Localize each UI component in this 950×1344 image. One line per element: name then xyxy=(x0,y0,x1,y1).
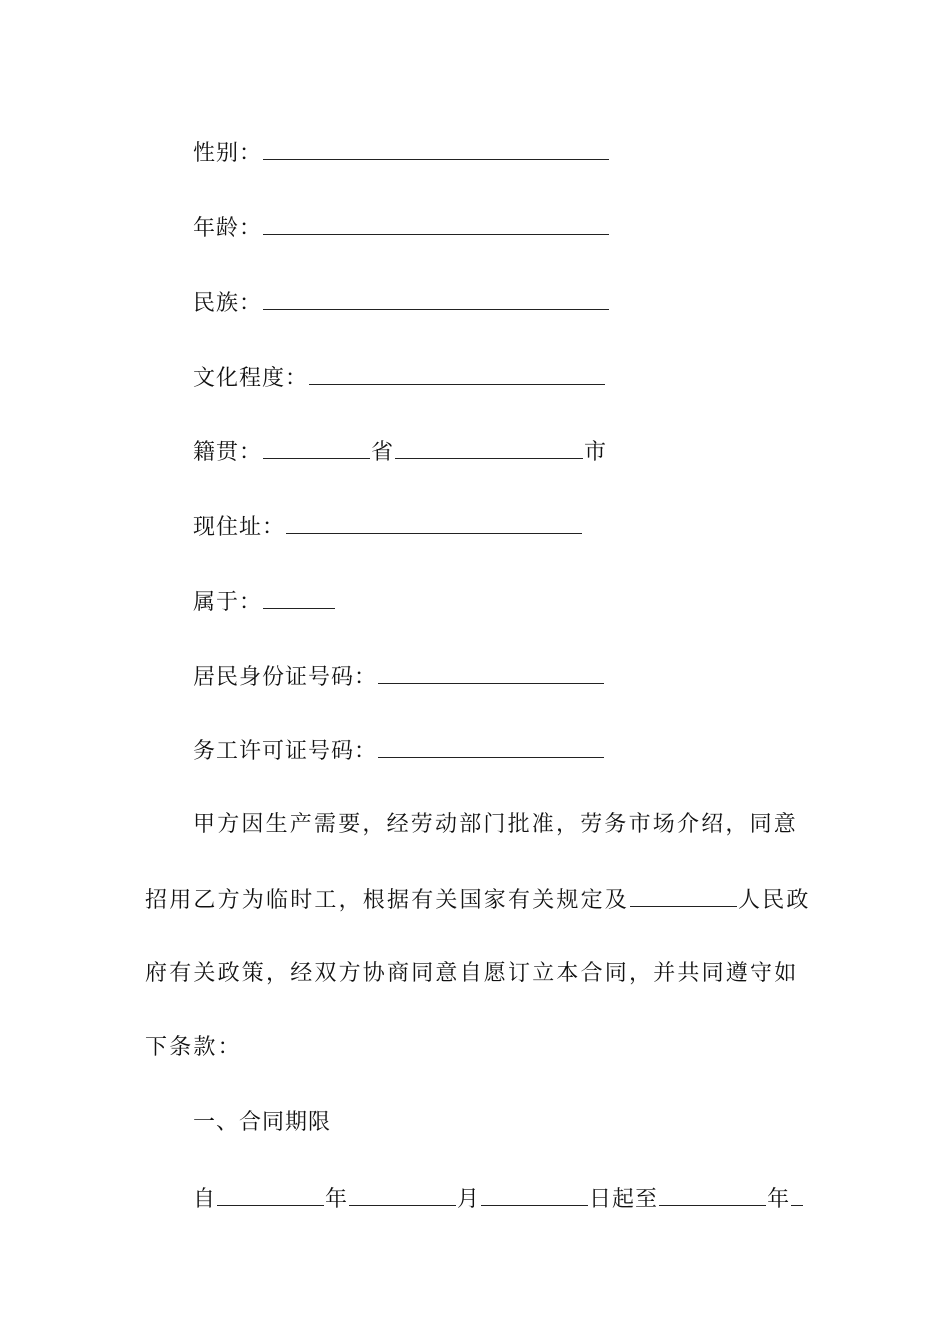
government-blank[interactable] xyxy=(630,884,737,907)
education-blank[interactable] xyxy=(309,362,605,385)
education-label: 文化程度： xyxy=(193,366,309,391)
work-permit-label: 务工许可证号码： xyxy=(193,739,378,764)
start-year-blank[interactable] xyxy=(217,1183,324,1206)
section-1-heading: 一、合同期限 xyxy=(193,1110,332,1135)
gender-label: 性别： xyxy=(193,141,263,166)
year-text: 年 xyxy=(325,1187,349,1212)
address-label: 现住址： xyxy=(193,515,286,540)
ethnicity-blank[interactable] xyxy=(263,287,609,310)
body-line-3: 府有关政策，经双方协商同意自愿订立本合同，并共同遵守如 xyxy=(145,961,799,986)
end-year-blank[interactable] xyxy=(659,1183,766,1206)
work-permit-blank[interactable] xyxy=(378,735,604,758)
education-row xyxy=(193,362,606,394)
year2-text: 年 xyxy=(767,1187,791,1212)
belongs-to-blank[interactable] xyxy=(263,586,335,609)
province-blank[interactable] xyxy=(263,436,370,459)
native-place-row xyxy=(193,436,607,468)
city-text: 市 xyxy=(584,440,608,465)
body-line-1: 甲方因生产需要，经劳动部门批准，劳务市场介绍，同意 xyxy=(193,812,799,837)
id-card-label: 居民身份证号码： xyxy=(193,665,378,690)
contract-period-row xyxy=(193,1183,804,1215)
ethnicity-label: 民族： xyxy=(193,291,263,316)
body-line-2-a: 招用乙方为临时工，根据有关国家有关规定及 xyxy=(145,888,630,913)
body-line-2-b: 人民政 xyxy=(738,888,811,913)
age-label: 年龄： xyxy=(193,216,263,241)
age-blank[interactable] xyxy=(263,212,609,235)
gender-blank[interactable] xyxy=(263,137,609,160)
start-month-blank[interactable] xyxy=(349,1183,456,1206)
gender-row xyxy=(193,137,610,169)
trailing-blank[interactable] xyxy=(791,1183,803,1206)
age-row xyxy=(193,212,610,244)
belongs-to-label: 属于： xyxy=(193,590,263,615)
id-card-blank[interactable] xyxy=(378,661,604,684)
id-card-row xyxy=(193,661,605,693)
address-blank[interactable] xyxy=(286,511,582,534)
native-place-label: 籍贯： xyxy=(193,440,263,465)
work-permit-row xyxy=(193,735,605,767)
body-line-2 xyxy=(145,884,811,916)
month-text: 月 xyxy=(457,1187,481,1212)
city-blank[interactable] xyxy=(395,436,583,459)
belongs-to-row xyxy=(193,586,336,618)
address-row xyxy=(193,511,583,543)
start-day-blank[interactable] xyxy=(481,1183,588,1206)
ethnicity-row xyxy=(193,287,610,319)
province-text: 省 xyxy=(371,440,395,465)
day-until-text: 日起至 xyxy=(589,1187,659,1212)
body-line-4: 下条款： xyxy=(145,1035,242,1060)
from-text: 自 xyxy=(193,1187,217,1212)
